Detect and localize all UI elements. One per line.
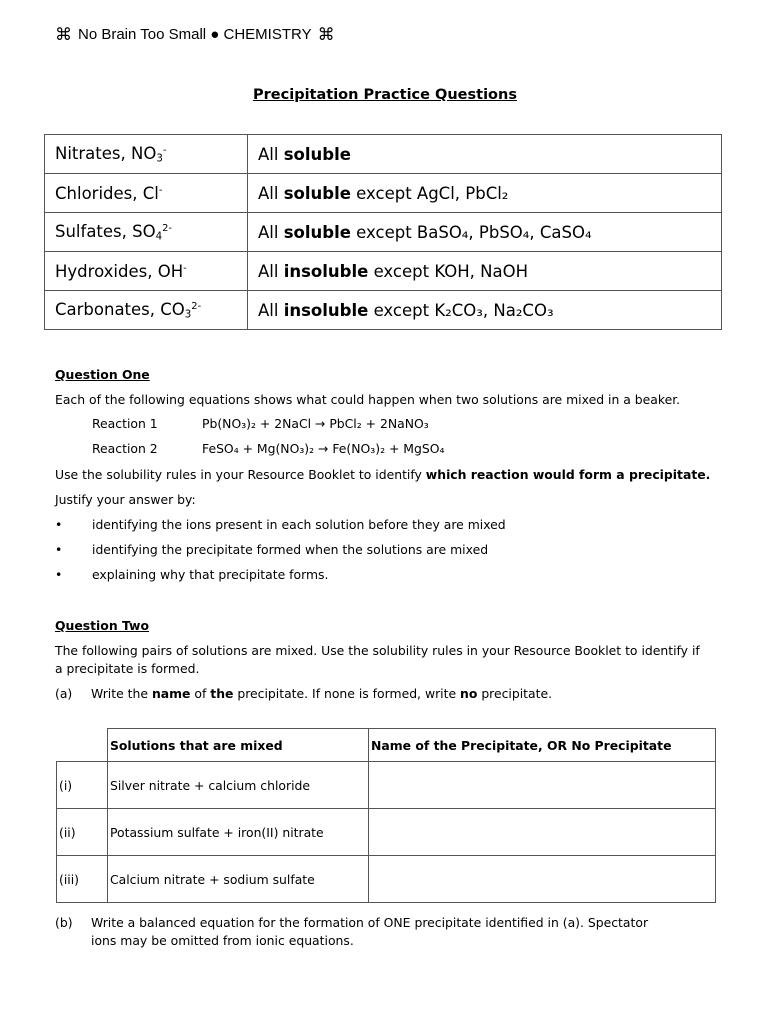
solutions-cell: Silver nitrate + calcium chloride xyxy=(108,762,369,809)
reaction-equation: Pb(NO₃)₂ + 2NaCl → PbCl₂ + 2NaNO₃ xyxy=(202,416,429,431)
row-index: (i) xyxy=(57,762,108,809)
reaction-label: Reaction 1 xyxy=(92,416,158,431)
question-two-intro: The following pairs of solutions are mixed. Use the solubility rules in your Resource Booklet to identify if xyxy=(55,643,700,658)
page-title: Precipitation Practice Questions xyxy=(253,87,517,103)
header-text: No Brain Too Small ● CHEMISTRY xyxy=(78,26,312,43)
page-header xyxy=(55,26,335,43)
reaction-equation: FeSO₄ + Mg(NO₃)₂ → Fe(NO₃)₂ + MgSO₄ xyxy=(202,441,445,456)
rule-cell: All soluble except BaSO₄, PbSO₄, CaSO₄ xyxy=(248,213,722,252)
solutions-cell: Potassium sulfate + iron(II) nitrate xyxy=(108,809,369,856)
table-header-row xyxy=(57,729,716,762)
row-index: (iii) xyxy=(57,856,108,903)
answer-cell[interactable] xyxy=(369,762,716,809)
table-row xyxy=(45,135,722,174)
rule-cell: All insoluble except K₂CO₃, Na₂CO₃ xyxy=(248,291,722,330)
table-row xyxy=(57,809,716,856)
question-one-justify: Justify your answer by: xyxy=(55,492,196,507)
answer-cell[interactable] xyxy=(369,809,716,856)
bullet-icon: • xyxy=(55,542,63,557)
part-b-text: ions may be omitted from ionic equations. xyxy=(91,933,354,948)
answer-cell[interactable] xyxy=(369,856,716,903)
table-row xyxy=(45,291,722,330)
bullet-icon: • xyxy=(55,567,63,582)
question-two-intro: a precipitate is formed. xyxy=(55,661,200,676)
ion-cell: Chlorides, Cl- xyxy=(45,174,248,213)
flower-icon: ⌘ xyxy=(317,25,335,44)
precipitate-table xyxy=(56,728,716,903)
question-two-heading: Question Two xyxy=(55,618,149,633)
ion-cell: Nitrates, $NO_3^-$ xyxy=(45,135,248,174)
part-b-text: Write a balanced equation for the formation of ONE precipitate identified in (a). Spectator xyxy=(91,915,649,930)
part-b-label: (b) xyxy=(55,915,73,930)
ion-cell: Carbonates, $CO_3^{2-}$ xyxy=(45,291,248,330)
question-one-intro: Each of the following equations shows what could happen when two solutions are mixed in a beaker. xyxy=(55,392,681,407)
table-row xyxy=(57,856,716,903)
ion-cell: Sulfates, $SO_4^{2-}$ xyxy=(45,213,248,252)
rule-cell: All insoluble except KOH, NaOH xyxy=(248,252,722,291)
table-row xyxy=(45,252,722,291)
flower-icon: ⌘ xyxy=(55,25,72,44)
bullet-icon: • xyxy=(55,517,63,532)
rule-cell: All soluble except AgCl, PbCl₂ xyxy=(248,174,722,213)
table-row xyxy=(57,762,716,809)
column-header: Name of the Precipitate, OR No Precipitate xyxy=(369,729,716,762)
solutions-cell: Calcium nitrate + sodium sulfate xyxy=(108,856,369,903)
part-a-label: (a) xyxy=(55,686,73,701)
ion-cell: Hydroxides, OH- xyxy=(45,252,248,291)
row-index: (ii) xyxy=(57,809,108,856)
column-header: Solutions that are mixed xyxy=(108,729,369,762)
table-row xyxy=(45,213,722,252)
question-one-heading: Question One xyxy=(55,367,150,382)
rule-cell: All soluble xyxy=(248,135,722,174)
part-a-text: Write the name of the precipitate. If none is formed, write no precipitate. xyxy=(91,686,553,701)
solubility-rules-table xyxy=(44,134,722,330)
question-one-instruction: Use the solubility rules in your Resource Booklet to identify which reaction would form a precipitate. xyxy=(55,467,711,482)
table-row xyxy=(45,174,722,213)
reaction-label: Reaction 2 xyxy=(92,441,158,456)
